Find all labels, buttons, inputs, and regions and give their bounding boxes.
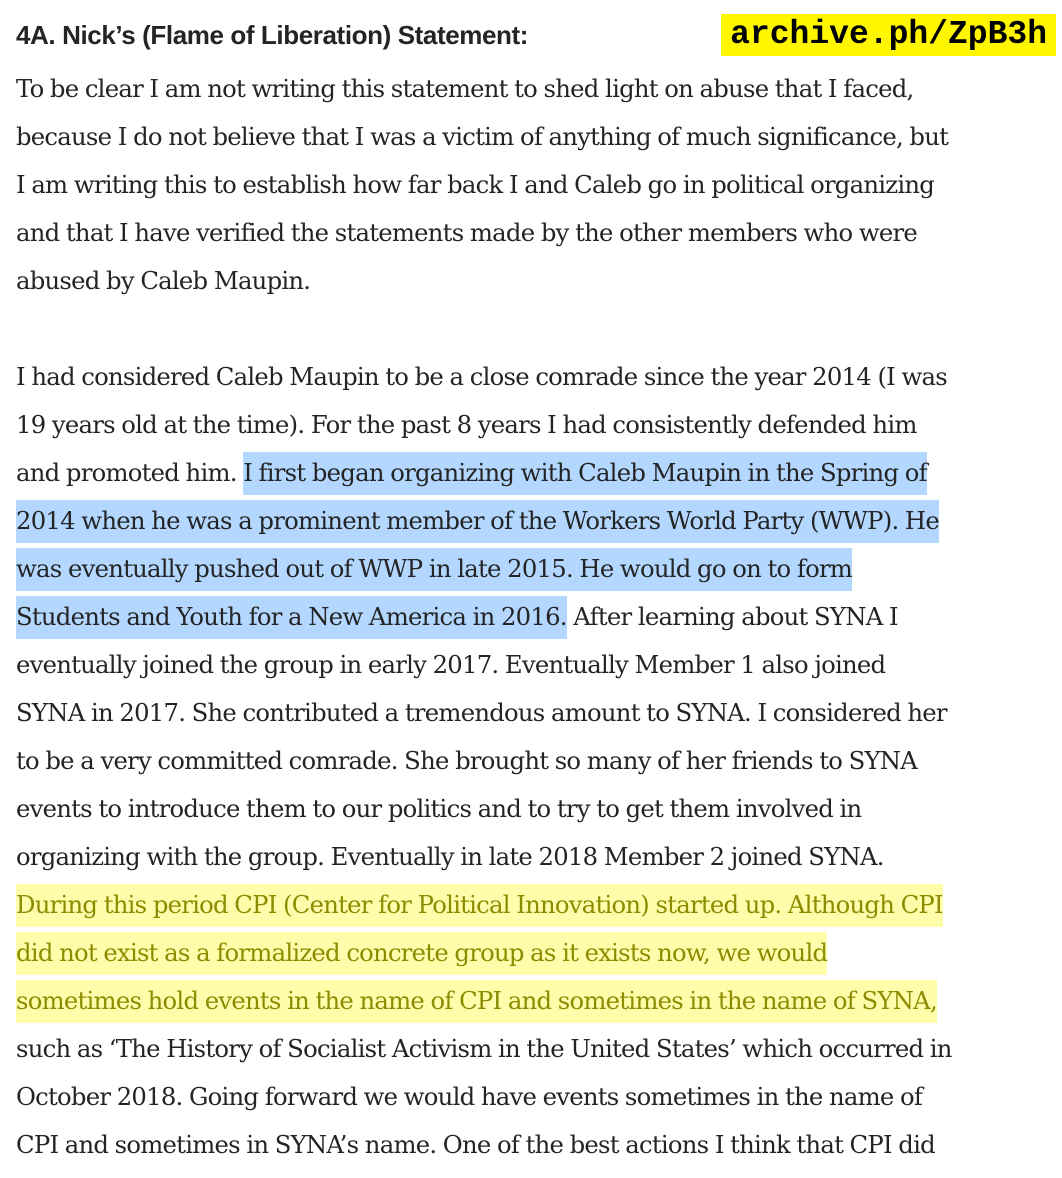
text-line (16, 881, 1062, 929)
text-line: abused by Caleb Maupin. (16, 266, 311, 295)
blue-highlight: was eventually pushed out of WWP in late 2015. He would go on to form (16, 548, 852, 591)
yellow-highlight: During this period CPI (Center for Political Innovation) started up. Although CPI (16, 884, 943, 927)
text-line (16, 497, 1062, 545)
text-line: events to introduce them to our politics and to try to get them involved in (16, 794, 862, 823)
blue-highlight: I first began organizing with Caleb Maupin in the Spring of (243, 452, 927, 495)
yellow-highlight: sometimes hold events in the name of CPI and sometimes in the name of SYNA, (16, 980, 937, 1023)
text-line: I am writing this to establish how far back I and Caleb go in political organizing (16, 170, 935, 199)
text-line: because I do not believe that I was a victim of anything of much significance, but (16, 122, 949, 151)
text-line: and that I have verified the statements made by the other members who were (16, 218, 918, 247)
plain-text: After learning about SYNA I (566, 602, 898, 631)
text-line (16, 545, 1062, 593)
yellow-highlight: did not exist as a formalized concrete group as it exists now, we would (16, 932, 827, 975)
text-line: eventually joined the group in early 2017. Eventually Member 1 also joined (16, 650, 886, 679)
text-line (16, 929, 1062, 977)
statement-header (16, 10, 1056, 60)
text-line: October 2018. Going forward we would have events sometimes in the name of (16, 1082, 923, 1111)
text-line: to be a very committed comrade. She brought so many of her friends to SYNA (16, 746, 918, 775)
text-line: organizing with the group. Eventually in late 2018 Member 2 joined SYNA. (16, 842, 884, 871)
statement-body (16, 65, 1062, 1169)
text-line: such as ‘The History of Socialist Activism in the United States’ which occurred in (16, 1034, 952, 1063)
paragraph-intro (16, 65, 1062, 305)
text-line: CPI and sometimes in SYNA’s name. One of the best actions I think that CPI did (16, 1130, 935, 1159)
text-line: I had considered Caleb Maupin to be a close comrade since the year 2014 (I was (16, 362, 948, 391)
text-line (16, 449, 1062, 497)
archive-link[interactable]: archive.ph/ZpB3h (721, 14, 1056, 56)
plain-text: and promoted him. (16, 458, 244, 487)
text-line: To be clear I am not writing this statement to shed light on abuse that I faced, (16, 74, 914, 103)
paragraph-history (16, 353, 1062, 1169)
text-line: 19 years old at the time). For the past 8 years I had consistently defended him (16, 410, 917, 439)
text-line (16, 977, 1062, 1025)
blue-highlight: 2014 when he was a prominent member of the Workers World Party (WWP). He (16, 500, 939, 543)
statement-heading: 4A. Nick’s (Flame of Liberation) Statement: (16, 20, 529, 50)
blue-highlight: Students and Youth for a New America in 2016. (16, 596, 567, 639)
text-line (16, 593, 1062, 641)
text-line: SYNA in 2017. She contributed a tremendous amount to SYNA. I considered her (16, 698, 947, 727)
